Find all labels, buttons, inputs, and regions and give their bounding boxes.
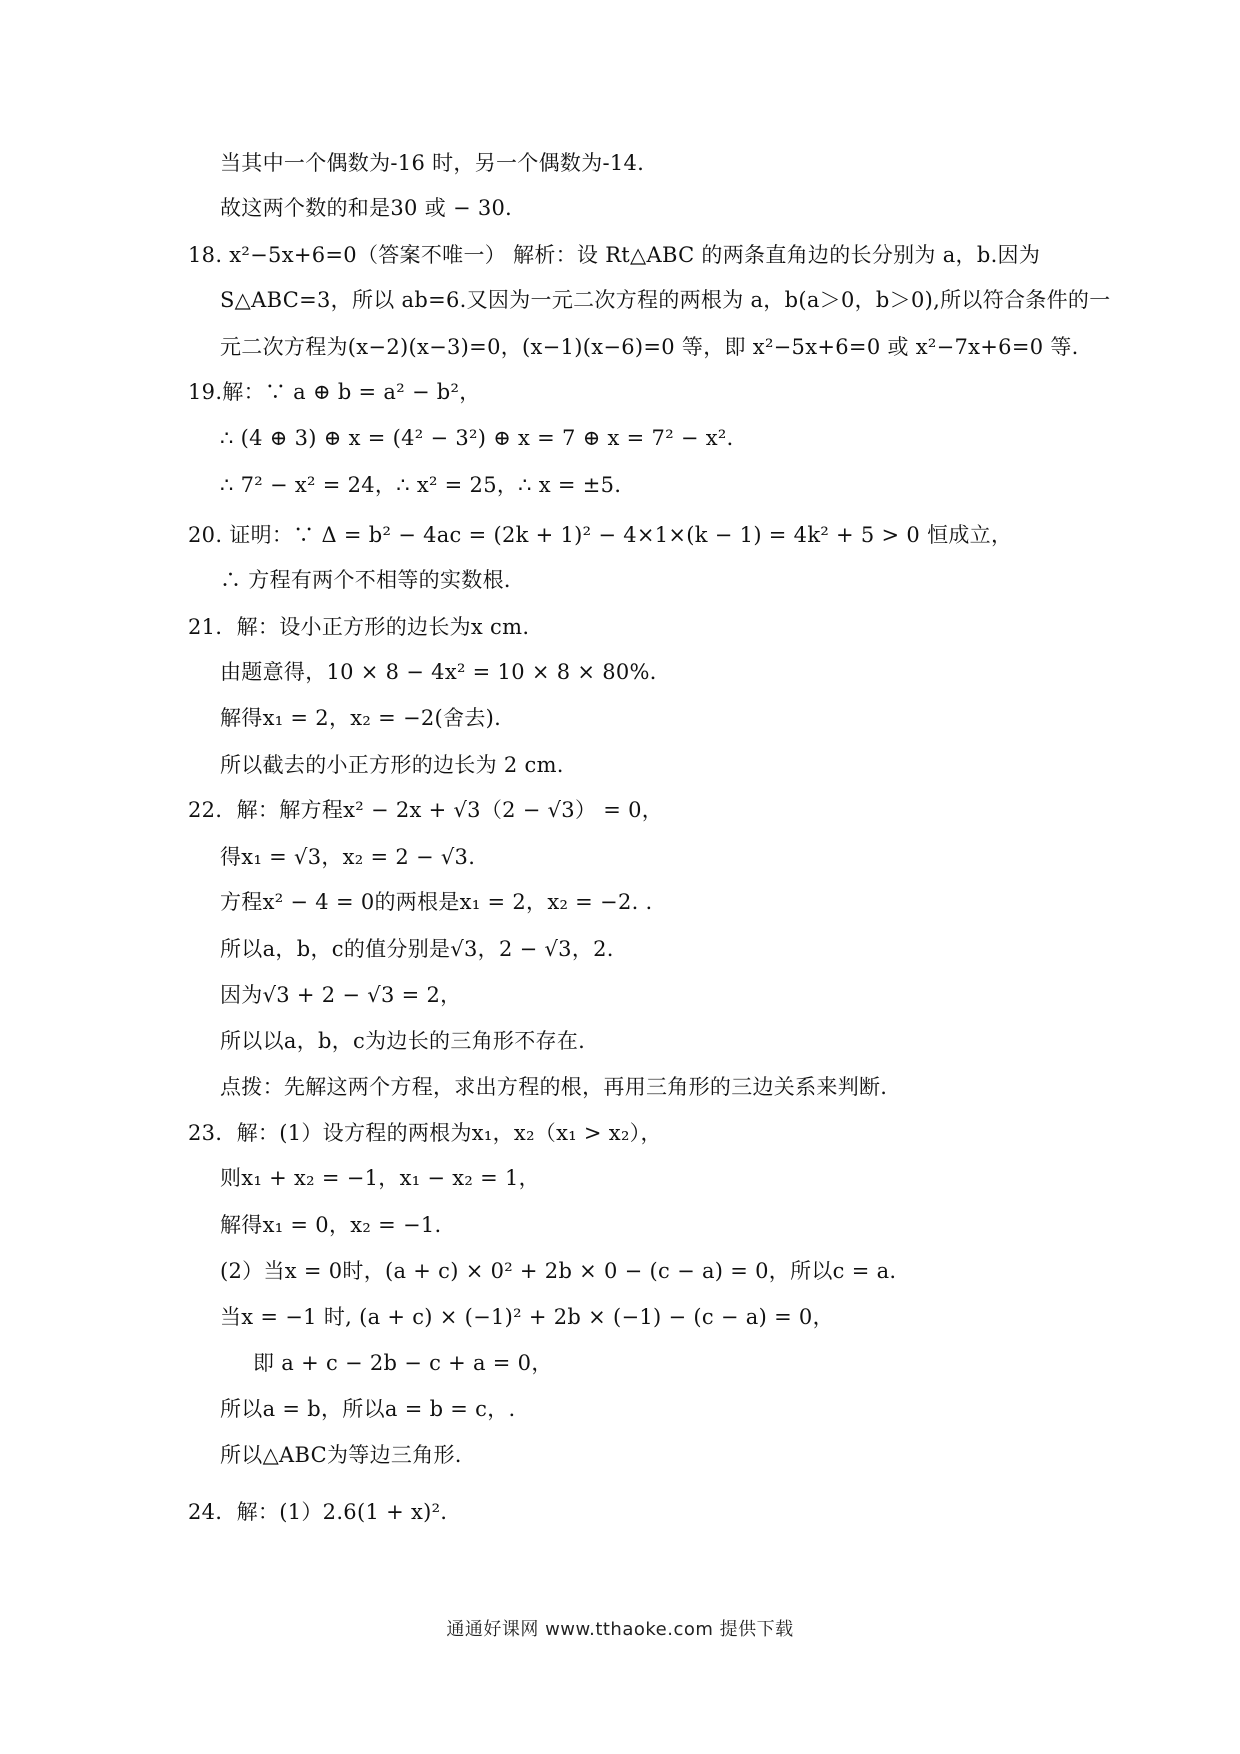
text-line: 点拨：先解这两个方程，求出方程的根，再用三角形的三边关系来判断. [220,1075,888,1099]
text-line: S△ABC=3，所以 ab=6.又因为一元二次方程的两根为 a，b(a＞0，b＞0),所以符合条件的一 [220,288,1111,312]
text-line: 所以以a，b，c为边长的三角形不存在. [220,1029,586,1053]
text-line: 19.解：∵ a ⊕ b = a² − b²， [188,380,481,404]
text-line: 由题意得，10 × 8 − 4x² = 10 × 8 × 80%． [220,660,672,684]
page-footer: 通通好课网 www.tthaoke.com 提供下载 [446,1619,794,1640]
text-line: 解得x₁ = 0，x₂ = −1. [220,1213,442,1237]
text-line: 24．解：(1）2.6(1 + x)²． [188,1500,462,1524]
text-line: 所以a，b，c的值分别是√3，2 − √3，2. [220,937,614,961]
text-line: 21．解：设小正方形的边长为x cm. [188,615,530,639]
text-line: 则x₁ + x₂ = −1，x₁ − x₂ = 1， [220,1166,540,1190]
text-line: 解得x₁ = 2，x₂ = −2(舍去). [220,706,502,730]
text-line: ∴ 7² − x² = 24，∴ x² = 25，∴ x = ±5． [220,473,636,497]
text-line: 所以a = b，所以a = b = c，. [220,1397,516,1421]
text-line: 当x = −1 时, (a + c) × (−1)² + 2b × (−1) − (c − a) = 0， [220,1305,834,1329]
text-line: 即 a + c − 2b − c + a = 0， [253,1351,553,1375]
text-line: 得x₁ = √3，x₂ = 2 − √3. [220,845,476,869]
text-line: 故这两个数的和是30 或 − 30． [220,196,527,220]
text-line: 当其中一个偶数为-16 时，另一个偶数为-14． [220,151,659,175]
text-line: ∴ 方程有两个不相等的实数根． [220,568,526,592]
text-line: 所以△ABC为等边三角形. [220,1443,462,1467]
text-line: 23．解：(1）设方程的两根为x₁，x₂（x₁ > x₂）， [188,1121,662,1145]
text-line: (2）当x = 0时，(a + c) × 0² + 2b × 0 − (c − a) = 0，所以c = a. [220,1259,897,1283]
text-line: 元二次方程为(x−2)(x−3)=0，(x−1)(x−6)=0 等，即 x²−5x+6=0 或 x²−7x+6=0 等. [220,335,1079,359]
text-line: 18. x²−5x+6=0（答案不唯一） 解析：设 Rt△ABC 的两条直角边的长分别为 a，b.因为 [188,243,1041,267]
text-line: 方程x² − 4 = 0的两根是x₁ = 2，x₂ = −2. . [220,890,653,914]
text-line: 所以截去的小正方形的边长为 2 cm. [220,753,564,777]
text-line: 20. 证明：∵ Δ = b² − 4ac = (2k + 1)² − 4×1×(k − 1) = 4k² + 5 > 0 恒成立， [188,523,1013,547]
text-line: 因为√3 + 2 − √3 = 2， [220,983,462,1007]
text-line: ∴ (4 ⊕ 3) ⊕ x = (4² − 3²) ⊕ x = 7 ⊕ x = 7² − x²． [220,426,748,450]
text-line: 22．解：解方程x² − 2x + √3（2 − √3） = 0， [188,798,664,822]
